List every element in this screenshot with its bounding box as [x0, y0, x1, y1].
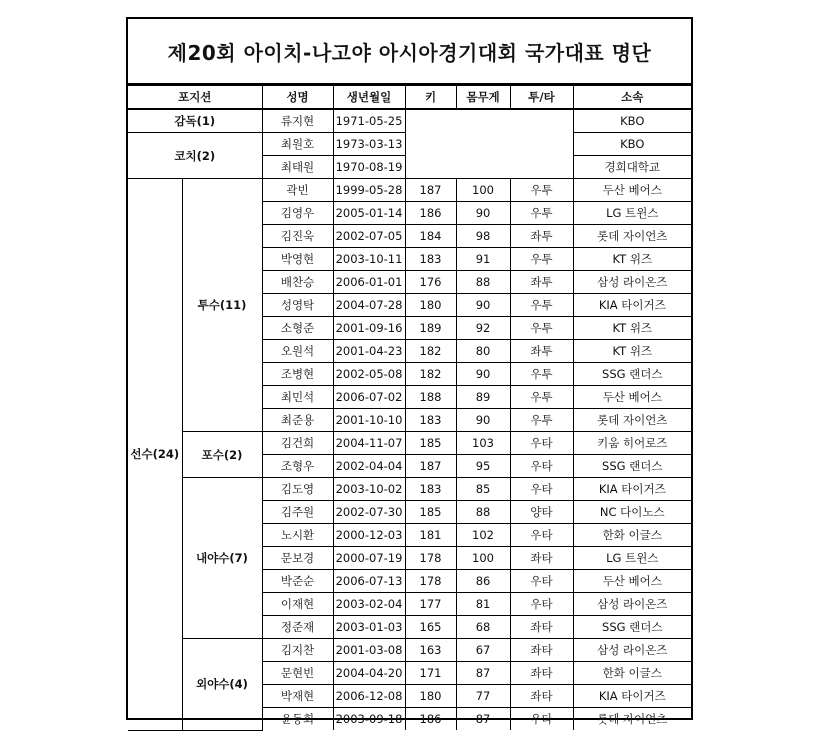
player-height: 184 [405, 225, 456, 248]
player-name: 박재현 [262, 685, 333, 708]
player-team: KT 위즈 [573, 317, 691, 340]
player-weight: 91 [456, 248, 510, 271]
player-bat-throw: 우타 [510, 478, 573, 501]
player-height: 163 [405, 639, 456, 662]
player-bat-throw: 우투 [510, 248, 573, 271]
player-birth: 2002-07-05 [333, 225, 405, 248]
player-weight: 88 [456, 501, 510, 524]
player-birth: 2004-04-20 [333, 662, 405, 685]
player-weight: 100 [456, 179, 510, 202]
player-team: 롯데 자이언츠 [573, 708, 691, 731]
player-height: 183 [405, 248, 456, 271]
player-weight: 90 [456, 294, 510, 317]
player-weight: 87 [456, 662, 510, 685]
player-name: 박준순 [262, 570, 333, 593]
player-birth: 2003-10-11 [333, 248, 405, 271]
player-height: 187 [405, 179, 456, 202]
player-weight: 85 [456, 478, 510, 501]
player-weight: 98 [456, 225, 510, 248]
player-birth: 2001-04-23 [333, 340, 405, 363]
player-team: NC 다이노스 [573, 501, 691, 524]
group-catcher: 포수(2) [182, 432, 262, 478]
player-birth: 2003-09-18 [333, 708, 405, 731]
player-birth: 2001-03-08 [333, 639, 405, 662]
staff-birth: 1971-05-25 [333, 109, 405, 133]
player-height: 180 [405, 294, 456, 317]
player-bat-throw: 우투 [510, 179, 573, 202]
group-infield: 내야수(7) [182, 478, 262, 639]
player-name: 김진욱 [262, 225, 333, 248]
player-height: 171 [405, 662, 456, 685]
player-team: SSG 랜더스 [573, 455, 691, 478]
player-bat-throw: 우투 [510, 409, 573, 432]
player-name: 김건희 [262, 432, 333, 455]
player-bat-throw: 우타 [510, 708, 573, 731]
player-weight: 80 [456, 340, 510, 363]
player-height: 187 [405, 455, 456, 478]
player-bat-throw: 우타 [510, 524, 573, 547]
player-birth: 2002-05-08 [333, 363, 405, 386]
player-birth: 2003-01-03 [333, 616, 405, 639]
group-manager: 감독(1) [128, 109, 262, 133]
group-outfield: 외야수(4) [182, 639, 262, 731]
player-birth: 2006-07-13 [333, 570, 405, 593]
player-bat-throw: 좌타 [510, 616, 573, 639]
player-name: 문보경 [262, 547, 333, 570]
player-weight: 68 [456, 616, 510, 639]
group-coach: 코치(2) [128, 133, 262, 179]
staff-name: 류지현 [262, 109, 333, 133]
header-row [128, 86, 691, 110]
staff-name: 최태원 [262, 156, 333, 179]
player-bat-throw: 우투 [510, 202, 573, 225]
player-weight: 100 [456, 547, 510, 570]
staff-team: KBO [573, 133, 691, 156]
player-team: 롯데 자이언츠 [573, 225, 691, 248]
player-name: 노시환 [262, 524, 333, 547]
player-team: KT 위즈 [573, 248, 691, 271]
player-height: 180 [405, 685, 456, 708]
player-bat-throw: 우타 [510, 432, 573, 455]
player-weight: 81 [456, 593, 510, 616]
player-bat-throw: 좌타 [510, 685, 573, 708]
player-birth: 2006-07-02 [333, 386, 405, 409]
player-birth: 2003-10-02 [333, 478, 405, 501]
player-weight: 92 [456, 317, 510, 340]
header-name: 성명 [262, 86, 333, 110]
player-height: 185 [405, 432, 456, 455]
header-position: 포지션 [128, 86, 262, 110]
player-team: 삼성 라이온즈 [573, 593, 691, 616]
roster-sheet [126, 17, 693, 726]
player-bat-throw: 우투 [510, 294, 573, 317]
player-bat-throw: 좌투 [510, 225, 573, 248]
player-team: SSG 랜더스 [573, 616, 691, 639]
header-height: 키 [405, 86, 456, 110]
player-height: 188 [405, 386, 456, 409]
table-row [128, 478, 691, 501]
player-name: 윤동희 [262, 708, 333, 731]
player-height: 182 [405, 363, 456, 386]
player-height: 189 [405, 317, 456, 340]
player-team: LG 트윈스 [573, 547, 691, 570]
player-birth: 2005-01-14 [333, 202, 405, 225]
player-name: 조형우 [262, 455, 333, 478]
player-team: 롯데 자이언츠 [573, 409, 691, 432]
player-height: 185 [405, 501, 456, 524]
player-bat-throw: 우타 [510, 570, 573, 593]
player-bat-throw: 좌타 [510, 547, 573, 570]
player-height: 183 [405, 478, 456, 501]
player-name: 정준재 [262, 616, 333, 639]
player-weight: 86 [456, 570, 510, 593]
player-bat-throw: 좌투 [510, 340, 573, 363]
player-height: 178 [405, 570, 456, 593]
player-name: 김도영 [262, 478, 333, 501]
staff-team: KBO [573, 109, 691, 133]
player-weight: 67 [456, 639, 510, 662]
player-bat-throw: 우투 [510, 363, 573, 386]
player-team: KT 위즈 [573, 340, 691, 363]
player-name: 김지찬 [262, 639, 333, 662]
player-birth: 2001-10-10 [333, 409, 405, 432]
player-birth: 2006-12-08 [333, 685, 405, 708]
table-row [128, 179, 691, 202]
player-height: 177 [405, 593, 456, 616]
player-birth: 2001-09-16 [333, 317, 405, 340]
player-birth: 2000-12-03 [333, 524, 405, 547]
staff-birth: 1970-08-19 [333, 156, 405, 179]
player-bat-throw: 좌타 [510, 639, 573, 662]
player-birth: 2002-04-04 [333, 455, 405, 478]
player-birth: 2004-11-07 [333, 432, 405, 455]
header-weight: 몸무게 [456, 86, 510, 110]
roster-table [128, 85, 691, 731]
player-team: 삼성 라이온즈 [573, 271, 691, 294]
player-team: 키움 히어로즈 [573, 432, 691, 455]
player-bat-throw: 양타 [510, 501, 573, 524]
player-height: 178 [405, 547, 456, 570]
player-name: 조병현 [262, 363, 333, 386]
player-weight: 90 [456, 363, 510, 386]
player-bat-throw: 우타 [510, 455, 573, 478]
table-row [128, 432, 691, 455]
player-height: 186 [405, 708, 456, 731]
player-team: 두산 베어스 [573, 570, 691, 593]
player-weight: 87 [456, 708, 510, 731]
staff-name: 최원호 [262, 133, 333, 156]
player-height: 165 [405, 616, 456, 639]
player-name: 이재현 [262, 593, 333, 616]
header-team: 소속 [573, 86, 691, 110]
player-name: 오원석 [262, 340, 333, 363]
player-height: 186 [405, 202, 456, 225]
player-height: 183 [405, 409, 456, 432]
player-weight: 77 [456, 685, 510, 708]
player-weight: 103 [456, 432, 510, 455]
header-bat-throw: 투/타 [510, 86, 573, 110]
group-players: 선수(24) [128, 179, 182, 731]
player-team: 한화 이글스 [573, 524, 691, 547]
player-name: 최준용 [262, 409, 333, 432]
player-birth: 2000-07-19 [333, 547, 405, 570]
player-name: 성영탁 [262, 294, 333, 317]
player-weight: 90 [456, 409, 510, 432]
player-team: KIA 타이거즈 [573, 294, 691, 317]
header-birth: 생년월일 [333, 86, 405, 110]
player-team: 삼성 라이온즈 [573, 639, 691, 662]
player-name: 곽빈 [262, 179, 333, 202]
group-pitcher: 투수(11) [182, 179, 262, 432]
player-name: 소형준 [262, 317, 333, 340]
player-birth: 2004-07-28 [333, 294, 405, 317]
player-weight: 89 [456, 386, 510, 409]
player-name: 최민석 [262, 386, 333, 409]
table-row [128, 109, 691, 133]
player-bat-throw: 좌타 [510, 662, 573, 685]
player-birth: 1999-05-28 [333, 179, 405, 202]
player-bat-throw: 우투 [510, 317, 573, 340]
player-weight: 95 [456, 455, 510, 478]
player-name: 김영우 [262, 202, 333, 225]
player-birth: 2002-07-30 [333, 501, 405, 524]
player-team: KIA 타이거즈 [573, 478, 691, 501]
player-name: 박영현 [262, 248, 333, 271]
player-height: 181 [405, 524, 456, 547]
player-bat-throw: 우투 [510, 386, 573, 409]
player-bat-throw: 우타 [510, 593, 573, 616]
player-birth: 2003-02-04 [333, 593, 405, 616]
staff-team: 경희대학교 [573, 156, 691, 179]
player-height: 182 [405, 340, 456, 363]
player-team: KIA 타이거즈 [573, 685, 691, 708]
player-team: 한화 이글스 [573, 662, 691, 685]
player-height: 176 [405, 271, 456, 294]
player-name: 배찬승 [262, 271, 333, 294]
player-birth: 2006-01-01 [333, 271, 405, 294]
player-team: SSG 랜더스 [573, 363, 691, 386]
page-title: 제20회 아이치-나고야 아시아경기대회 국가대표 명단 [128, 19, 691, 85]
player-name: 김주원 [262, 501, 333, 524]
player-weight: 90 [456, 202, 510, 225]
staff-empty-cell [405, 109, 573, 179]
table-row [128, 639, 691, 662]
staff-birth: 1973-03-13 [333, 133, 405, 156]
player-name: 문현빈 [262, 662, 333, 685]
player-team: 두산 베어스 [573, 386, 691, 409]
player-team: LG 트윈스 [573, 202, 691, 225]
player-weight: 102 [456, 524, 510, 547]
player-bat-throw: 좌투 [510, 271, 573, 294]
player-team: 두산 베어스 [573, 179, 691, 202]
player-weight: 88 [456, 271, 510, 294]
